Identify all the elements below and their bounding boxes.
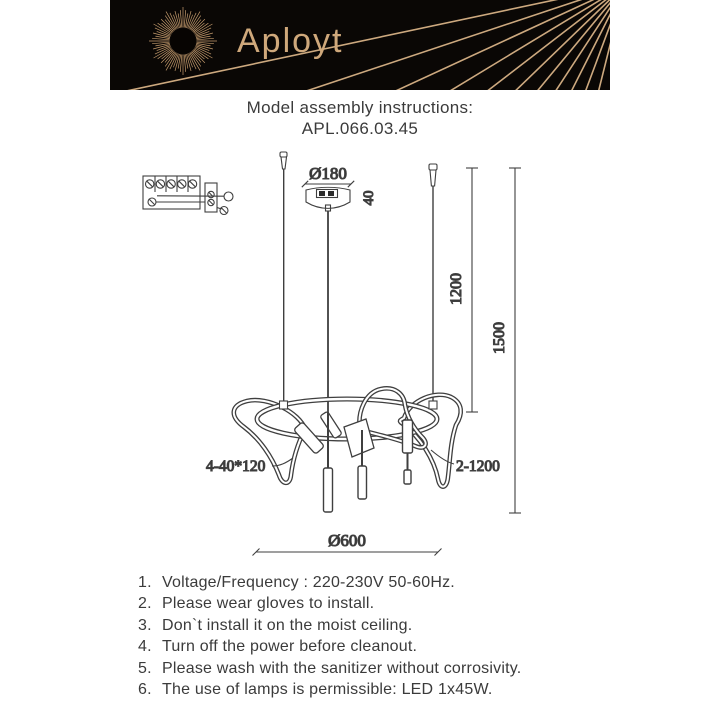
canopy-drawing <box>302 164 377 211</box>
instructions-list <box>138 572 608 700</box>
instruction-number: 2. <box>138 595 152 613</box>
instruction-text: Please wear gloves to install. <box>162 595 375 613</box>
model-number: APL.066.03.45 <box>301 119 419 138</box>
cable-spec-callout <box>431 450 500 475</box>
suspension-cable-left <box>280 152 287 404</box>
instruction-number: 4. <box>138 638 152 656</box>
ring-terminal <box>224 192 233 201</box>
instruction-text: Voltage/Frequency : 220-230V 50-60Hz. <box>162 574 455 591</box>
brand-wordmark: Aployt <box>237 22 344 60</box>
cable-connector-right <box>429 401 437 409</box>
instruction-number: 6. <box>138 681 152 699</box>
cable-spec-label: 2-1200 <box>456 458 500 475</box>
page-title: Model assembly instructions: <box>246 98 474 117</box>
terminal-screws <box>146 180 197 188</box>
instruction-item <box>138 615 608 636</box>
instruction-item <box>138 658 608 679</box>
drop-length-label: 1200 <box>448 273 465 305</box>
instruction-item <box>138 636 608 657</box>
instruction-text: Turn off the power before cleanout. <box>162 638 418 656</box>
canopy-diameter-label: Ø180 <box>309 164 347 183</box>
dimension-line-1200 <box>448 168 478 412</box>
instruction-item <box>138 572 608 593</box>
suspension-cable-right <box>429 164 437 405</box>
chandelier-body <box>234 388 461 512</box>
instruction-item <box>138 679 608 700</box>
terminal-block-diagram <box>143 176 233 215</box>
canopy-height-label: 40 <box>361 190 377 206</box>
instruction-number: 3. <box>138 616 152 634</box>
instruction-text: Don`t install it on the moist ceiling. <box>162 616 413 634</box>
ring-diameter-label: Ø600 <box>328 531 366 550</box>
instruction-number: 5. <box>138 659 152 677</box>
cable-connector-left <box>280 401 288 409</box>
dimension-line-600 <box>253 531 442 556</box>
tube-spec-label: 4-40*120 <box>206 458 266 475</box>
instruction-text: Please wash with the sanitizer without corrosivity. <box>162 659 522 677</box>
total-height-label: 1500 <box>491 322 508 354</box>
instruction-item <box>138 593 608 614</box>
instruction-number: 1. <box>138 574 152 591</box>
instruction-text: The use of lamps is permissible: LED 1x45W. <box>162 681 493 699</box>
